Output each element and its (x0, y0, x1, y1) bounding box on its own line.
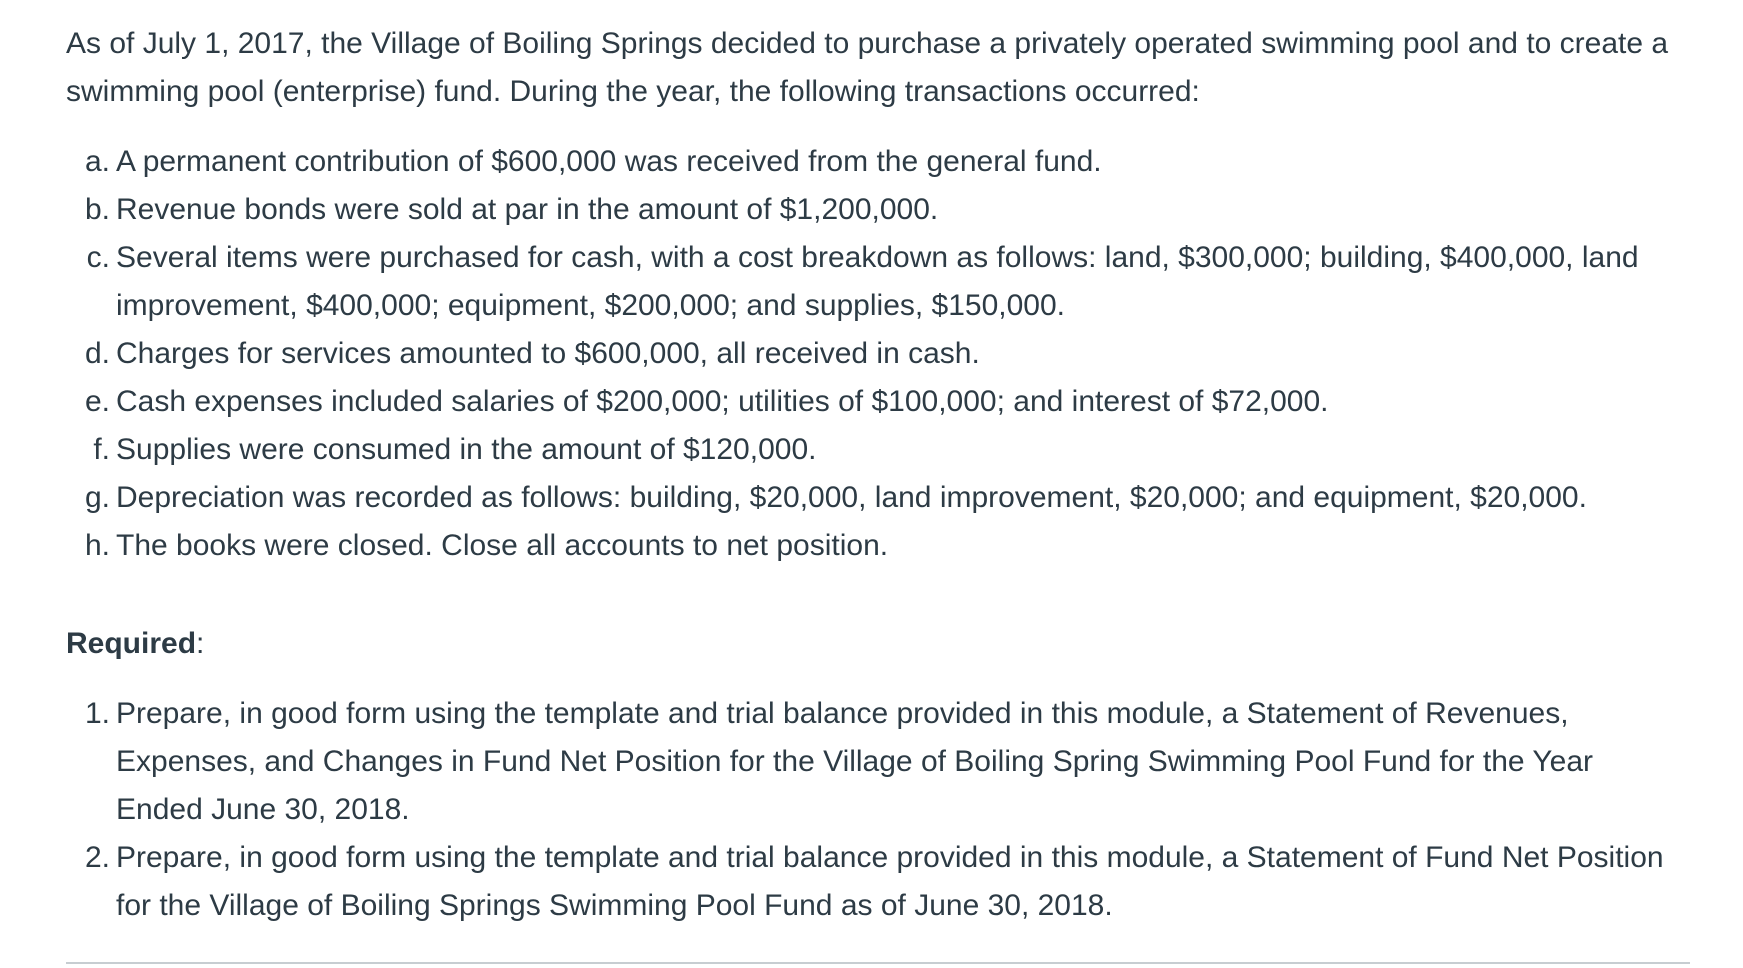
transaction-list (66, 138, 1706, 570)
transaction-text: Depreciation was recorded as follows: building, $20,000, land improvement, $20,000; and equipment, $20,000. (116, 481, 1587, 514)
required-colon: : (196, 627, 205, 660)
list-item (66, 690, 1706, 834)
list-item (66, 234, 1706, 330)
requirements-list (66, 690, 1706, 930)
list-marker: 1. (84, 697, 110, 730)
transaction-text: Supplies were consumed in the amount of $120,000. (116, 433, 817, 466)
list-marker: b. (84, 193, 110, 226)
required-heading (66, 620, 1706, 668)
transaction-text: Several items were purchased for cash, with a cost breakdown as follows: land, $300,000; building, $400,000, land improvement, $400,000; equipment, $200,000; and supplies, $150,000. (116, 241, 1639, 322)
list-item (66, 186, 1706, 234)
list-item (66, 378, 1706, 426)
list-marker: f. (93, 433, 110, 466)
transaction-text: Cash expenses included salaries of $200,000; utilities of $100,000; and interest of $72,000. (116, 385, 1329, 418)
required-label: Required (66, 627, 197, 660)
list-marker: g. (84, 481, 110, 514)
requirement-text: Prepare, in good form using the template and trial balance provided in this module, a Statement of Fund Net Position for the Village of Boiling Springs Swimming Pool Fund as of June 30, 2018. (116, 841, 1664, 922)
list-marker: a. (84, 145, 110, 178)
transaction-text: The books were closed. Close all accounts to net position. (116, 529, 889, 562)
list-item (66, 474, 1706, 522)
list-item (66, 330, 1706, 378)
transaction-text: Charges for services amounted to $600,000, all received in cash. (116, 337, 980, 370)
list-marker: h. (84, 529, 110, 562)
transaction-text: Revenue bonds were sold at par in the amount of $1,200,000. (116, 193, 939, 226)
list-marker: e. (84, 385, 110, 418)
list-marker: 2. (84, 841, 110, 874)
requirement-text: Prepare, in good form using the template and trial balance provided in this module, a Statement of Revenues, Expenses, and Changes in Fund Net Position for the Village of Boiling Spring Swimming Pool Fund for the Year Ended June 30, 2018. (116, 697, 1593, 826)
list-item (66, 834, 1706, 930)
transaction-text: A permanent contribution of $600,000 was received from the general fund. (116, 145, 1102, 178)
list-marker: d. (84, 337, 110, 370)
list-item (66, 138, 1706, 186)
problem-content (66, 20, 1706, 930)
list-item (66, 522, 1706, 570)
intro-paragraph: As of July 1, 2017, the Village of Boiling Springs decided to purchase a privately operated swimming pool and to create a swimming pool (enterprise) fund. During the year, the following transactions occurred: (66, 27, 1669, 108)
list-item (66, 426, 1706, 474)
list-marker: c. (86, 241, 110, 274)
horizontal-divider (66, 962, 1690, 964)
